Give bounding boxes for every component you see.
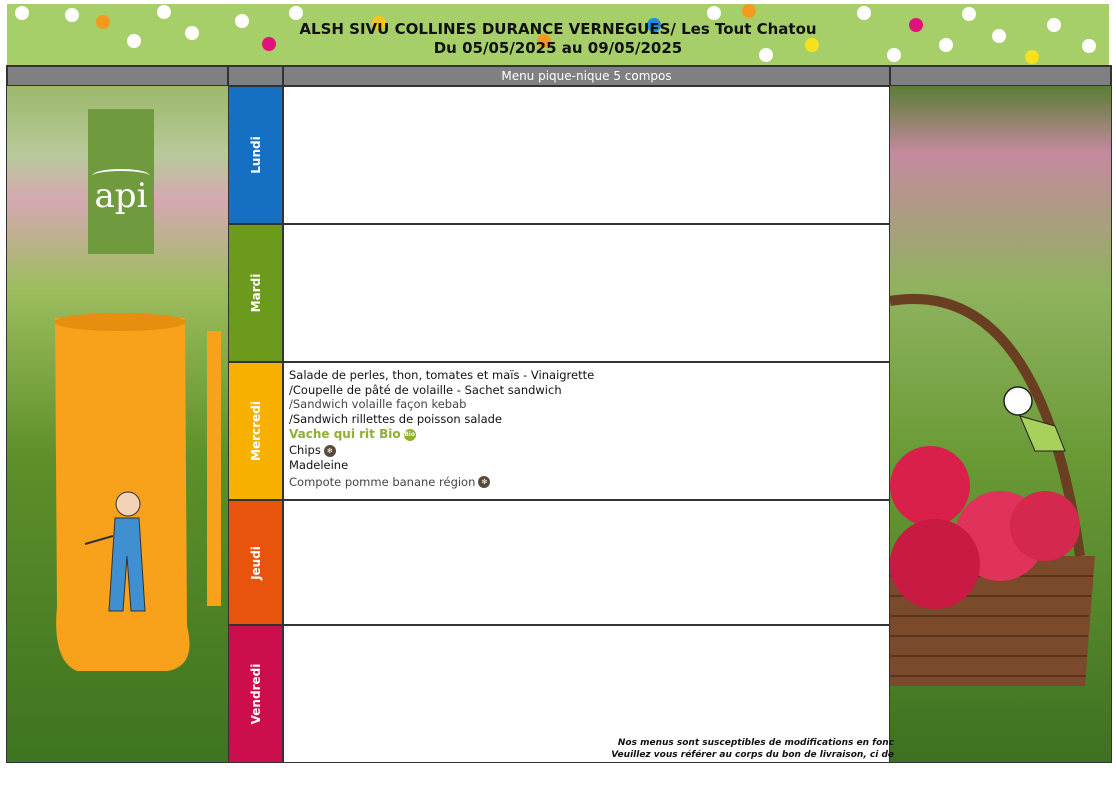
local-product-icon: ✻ (478, 476, 490, 488)
title-establishment: ALSH SIVU COLLINES DURANCE VERNEGUES/ Les Tout Chatou (299, 20, 817, 38)
header-cell-right (890, 66, 1111, 86)
wednesday-menu-list (284, 363, 889, 494)
confetti-dot (742, 4, 756, 18)
menu-starter: Salade de perles, thon, tomates et maïs - Vinaigrette (289, 368, 595, 382)
day-label-friday-text: Vendredi (248, 663, 263, 725)
bio-badge-icon: Bio (404, 429, 416, 441)
menu-cheese: Vache qui rit Bio (289, 427, 401, 442)
menu-side-row (289, 443, 884, 458)
day-label-tuesday (228, 224, 283, 362)
footer-line-1: Nos menus sont susceptibles de modifications en fonc (617, 738, 894, 748)
day-label-wednesday-text: Mercredi (248, 401, 263, 461)
header-cell-left (7, 66, 228, 86)
footer-line-2: Veuillez vous référer au corps du bon de livraison, ci de (611, 750, 894, 760)
footer-disclaimer (334, 737, 894, 761)
title-date-range: Du 05/05/2025 au 09/05/2025 (433, 39, 683, 57)
menu-dessert-2: Compote pomme banane région (289, 474, 476, 489)
menu-cell-wednesday (283, 362, 890, 500)
day-label-friday (228, 625, 283, 763)
menu-dessert-row (289, 475, 884, 490)
day-label-tuesday-text: Mardi (248, 273, 263, 313)
confetti-dot (707, 6, 721, 20)
header-cell-day (228, 66, 283, 86)
confetti-dot (157, 5, 171, 19)
menu-dessert-1: Madeleine (289, 457, 349, 472)
rain-boot-illustration (7, 86, 228, 762)
day-label-thursday (228, 500, 283, 625)
menu-cell-tuesday (283, 224, 890, 362)
header-menu-label: Menu pique-nique 5 compos (283, 66, 890, 86)
menu-side: Chips (289, 443, 321, 458)
confetti-dot (289, 6, 303, 20)
page-title (7, 20, 1109, 58)
api-logo-text: api (94, 176, 148, 216)
confetti-dot (857, 6, 871, 20)
menu-cell-thursday (283, 500, 890, 625)
menu-main-option-2: /Sandwich volaille façon kebab (289, 397, 467, 412)
title-banner (7, 4, 1109, 66)
day-label-wednesday (228, 362, 283, 500)
menu-main-option-1: /Coupelle de pâté de volaille - Sachet sandwich (289, 382, 562, 397)
day-label-monday (228, 86, 283, 224)
apple-basket-illustration (890, 86, 1111, 762)
day-label-monday-text: Lundi (248, 136, 263, 174)
confetti-dot (962, 7, 976, 21)
menu-cheese-row (289, 426, 884, 443)
right-decor-image (890, 86, 1111, 762)
menu-cell-monday (283, 86, 890, 224)
confetti-dot (15, 6, 29, 20)
menu-main-option-3: /Sandwich rillettes de poisson salade (289, 411, 502, 426)
day-label-thursday-text: Jeudi (248, 545, 263, 580)
local-product-icon: ✻ (324, 445, 336, 457)
left-decor-image (7, 86, 228, 762)
